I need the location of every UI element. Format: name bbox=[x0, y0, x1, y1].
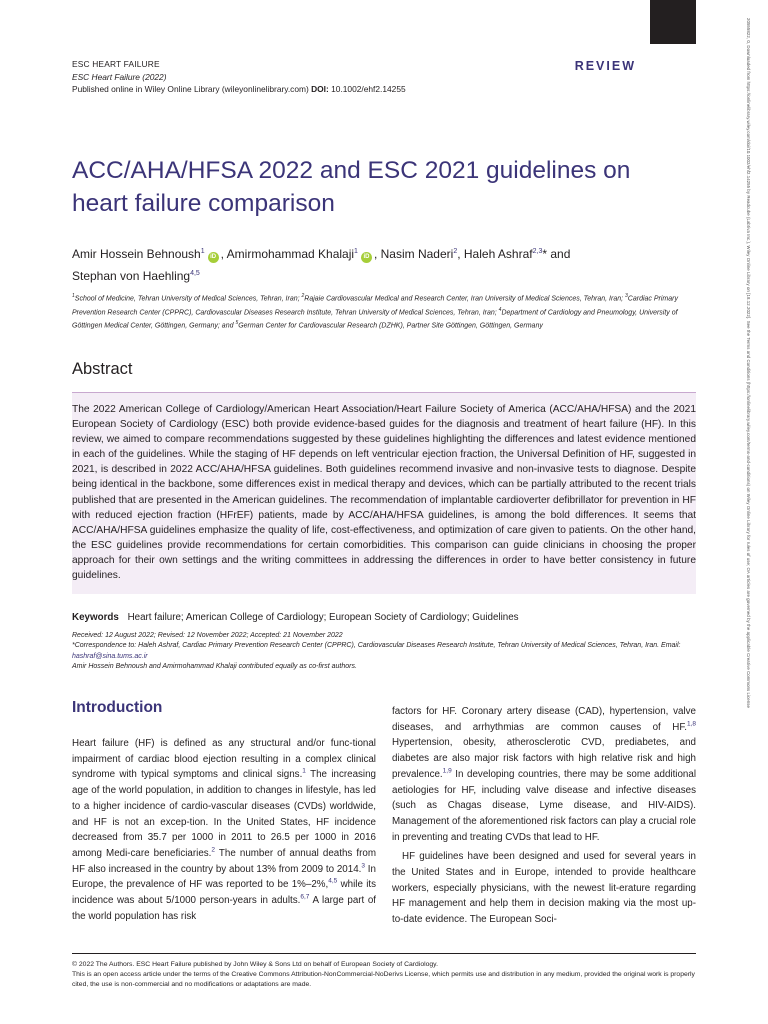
affiliation-marker: 2 bbox=[301, 293, 305, 299]
article-type-label: REVIEW bbox=[574, 59, 636, 73]
author-separator: , bbox=[373, 247, 381, 261]
citation-link[interactable]: 6,7 bbox=[300, 893, 310, 901]
contribution-note: Amir Hossein Behnoush and Amirmohammad Khalaji contributed equally as co-first authors. bbox=[72, 663, 357, 671]
author-list bbox=[72, 242, 672, 286]
journal-issue: ESC Heart Failure (2022) bbox=[72, 71, 167, 82]
journal-tab-marker bbox=[650, 0, 696, 44]
affiliation-marker: 4 bbox=[498, 306, 502, 313]
keywords-text: Heart failure; American College of Cardiology; European Society of Cardiology; Guidelines bbox=[127, 612, 519, 623]
body-text: while its incidence was about 5/1000 person-years in adults. bbox=[72, 879, 376, 907]
body-column-right bbox=[392, 704, 696, 928]
affiliations bbox=[72, 291, 696, 332]
orcid-icon[interactable]: iD bbox=[361, 252, 372, 263]
author-separator: * and bbox=[542, 247, 571, 261]
affiliation-text: Cardiac Primary Prevention Research Center (CPPRC), Cardiovascular Diseases Research Institute, Tehran University of Medical Sciences, Tehran, Iran; bbox=[72, 295, 678, 317]
intro-paragraph-2: HF guidelines have been designed and used for several years in the United States and in Europe, intended to provide healthcare workers, especially physicians, with the newest lit-erature regarding HF management and help them in decision making via the most up-to-date evidence. The European Soci- bbox=[392, 851, 696, 926]
doi-link[interactable]: 10.1002/ehf2.14255 bbox=[331, 84, 406, 95]
affiliation-marker: 3 bbox=[625, 293, 628, 299]
journal-name: ESC HEART FAILURE bbox=[72, 59, 160, 69]
abstract-heading: Abstract bbox=[72, 360, 133, 378]
correspondence-email[interactable]: hashraf@sina.tums.ac.ir bbox=[72, 652, 148, 660]
download-notice-text: 20555822, 0, Downloaded from https://onlinelibrary.wiley.com/doi/10.1002/ehf2.14255 by Readcube (Labtiva Inc.), Wiley Online Library on [18.12.2022]. See the Terms and Conditions (https://onlinelibrary.wiley.com/terms-and-conditions) on Wiley Online Library for rules of use; OA articles are governed by the applicable Creative Commons License bbox=[746, 18, 751, 708]
author-affiliation-marker: 2 bbox=[453, 248, 458, 255]
author-name: Haleh Ashraf bbox=[463, 247, 533, 261]
body-text: Hypertension, obesity, atherosclerotic CVD, prediabetes, and diabetes are also major risk factors with high relative risk and high prevalence. bbox=[392, 737, 696, 780]
download-notice-strip bbox=[740, 18, 754, 1008]
author-separator: , bbox=[220, 247, 227, 261]
citation-link[interactable]: 2 bbox=[211, 846, 216, 854]
body-text: factors for HF. Coronary artery disease (CAD), hypertension, valve diseases, and arrhythmias are common causes of HF. bbox=[392, 706, 696, 733]
body-text: In Europe, the prevalence of HF was reported to be 1%–2%, bbox=[72, 863, 376, 891]
affiliation-marker: 5 bbox=[235, 320, 239, 327]
author-name: Nasim Naderi bbox=[380, 247, 454, 261]
body-column-left bbox=[72, 736, 376, 924]
citation-link[interactable]: 1 bbox=[302, 768, 306, 776]
keywords-line bbox=[72, 612, 519, 623]
doi-label: DOI: bbox=[311, 84, 329, 95]
citation-link[interactable]: 4,5 bbox=[328, 878, 338, 886]
publication-line bbox=[72, 83, 406, 96]
affiliation-text: School of Medicine, Tehran University of Medical Sciences, Tehran, Iran; bbox=[74, 295, 302, 303]
affiliation-marker: 1 bbox=[72, 293, 75, 299]
citation-link[interactable]: 1,8 bbox=[686, 720, 696, 728]
author-separator: , bbox=[457, 247, 464, 261]
keywords-label: Keywords bbox=[72, 612, 119, 623]
abstract-text: The 2022 American College of Cardiology/American Heart Association/Heart Failure Society of America (ACC/AHA/HFSA) and the 2021 European Society of Cardiology (ESC) both provide evidence-based guides for the diagnosis and treatment of heart failure (HF). In this review, we aimed to compare recommendations suggested by these guidelines highlighting the differences and latest evidence mentioned in each of the guidelines. While the staging of HF depends on left ventricular ejection fraction, the Universal Definition of HF, suggested in 2021, is described in 2022 ACC/AHA/HFSA guidelines. Both guidelines recommend invasive and non-invasive tests to diagnose. Despite being identical in the backbone, some differences exist in medical therapy and devices, which can be partially attributed to the recent trials published that are presented in the American guidelines. The recommendation of implantable cardioverter defibrillator for prevention in HF with reduced ejection fraction (HFrEF) patients, made by ACC/AHA/HFSA guidelines, is among the bold differences. It seems that ACC/AHA/HFSA guidelines emphasize the quality of life, cost-effectiveness, and optimization of care given to patients. On the other hand, the ESC guidelines provide recommendations for certain comorbidities. This comparison can guide clinicians in choosing the proper approach for their own settings and the writing committees in addressing the differences in order to have better consistency in future guidelines. bbox=[72, 404, 696, 582]
body-text: In developing countries, there may be some additional aetiologies for HF, including valve disease and infective diseases (such as Chagas disease, Lyme disease, and HIV-AIDS). Management of the aforementioned risk factors can play a crucial role in preventing and treating CVDs that lead to HF. bbox=[392, 768, 696, 843]
citation-link[interactable]: 3 bbox=[361, 862, 365, 870]
intro-paragraph-1-continued bbox=[392, 704, 696, 845]
copyright-line: © 2022 The Authors. ESC Heart Failure published by John Wiley & Sons Ltd on behalf of European Society of Cardiology. bbox=[72, 961, 438, 968]
author-affiliation-marker: 1 bbox=[354, 248, 358, 255]
body-text: The increasing age of the world population, in addition to changes in lifestyle, has led to a higher incidence of cardio-vascular diseases (CVDs) worldwide, and HF is not an excep-tion. In the United States, HF incidence decreased from 35.7 per 1000 in 2011 to 26.5 per 1000 in 2016 among Medi-care beneficiaries. bbox=[72, 769, 376, 859]
affiliation-text: Department of Cardiology and Pneumology, University of Göttingen Medical Center, Göttingen, Germany; and bbox=[72, 309, 678, 330]
affiliation-text: German Center for Cardiovascular Research (DZHK), Partner Site Göttingen, Göttingen, Germany bbox=[238, 322, 543, 330]
citation-link[interactable]: 1,9 bbox=[442, 767, 452, 775]
author-affiliation-marker: 2,3 bbox=[532, 248, 543, 255]
intro-paragraph-1 bbox=[72, 736, 376, 924]
body-text: Heart failure (HF) is defined as any structural and/or func-tional impairment of cardiac blood ejection resulting in a complex clinical syndrome with typical symptoms and clinical signs. bbox=[72, 738, 376, 781]
license-footer bbox=[72, 960, 696, 990]
footer-divider bbox=[72, 953, 696, 954]
license-text: This is an open access article under the terms of the Creative Commons Attribution-NonCommercial-NoDerivs License, which permits use and distribution in any medium, provided the original work is properly cited, the use is non-commercial and no modifications or adaptations are made. bbox=[72, 971, 695, 988]
article-title: ACC/AHA/HFSA 2022 and ESC 2021 guidelines on heart failure comparison bbox=[72, 157, 631, 217]
author-name: Amirmohammad Khalaji bbox=[226, 247, 355, 261]
introduction-heading: Introduction bbox=[72, 699, 163, 716]
journal-header bbox=[72, 58, 406, 96]
correspondence-note bbox=[72, 641, 696, 662]
affiliation-text: Rajaie Cardiovascular Medical and Research Center, Iran University of Medical Sciences, Tehran, Iran; bbox=[304, 295, 626, 303]
author-name: Stephan von Haehling bbox=[72, 269, 191, 283]
orcid-icon[interactable]: iD bbox=[208, 252, 219, 263]
body-text: A large part of the world population has risk bbox=[72, 895, 376, 922]
author-affiliation-marker: 1 bbox=[200, 248, 205, 255]
article-dates bbox=[72, 631, 696, 673]
correspondence-text: *Correspondence to: Haleh Ashraf, Cardiac Primary Prevention Research Center (CPPRC), Cardiovascular Diseases Research Institute, Tehran University of Medical Sciences, Tehran, Iran. Email: bbox=[72, 642, 681, 650]
received-dates: Received: 12 August 2022; Revised: 12 November 2022; Accepted: 21 November 2022 bbox=[72, 632, 343, 639]
published-prefix: Published online in Wiley Online Library (wileyonlinelibrary.com) bbox=[72, 84, 309, 95]
author-affiliation-marker: 4,5 bbox=[190, 270, 200, 277]
author-name: Amir Hossein Behnoush bbox=[72, 247, 201, 261]
body-text: The number of annual deaths from HF also increased in the country by about 13% from 2009 to 2014. bbox=[72, 847, 376, 875]
